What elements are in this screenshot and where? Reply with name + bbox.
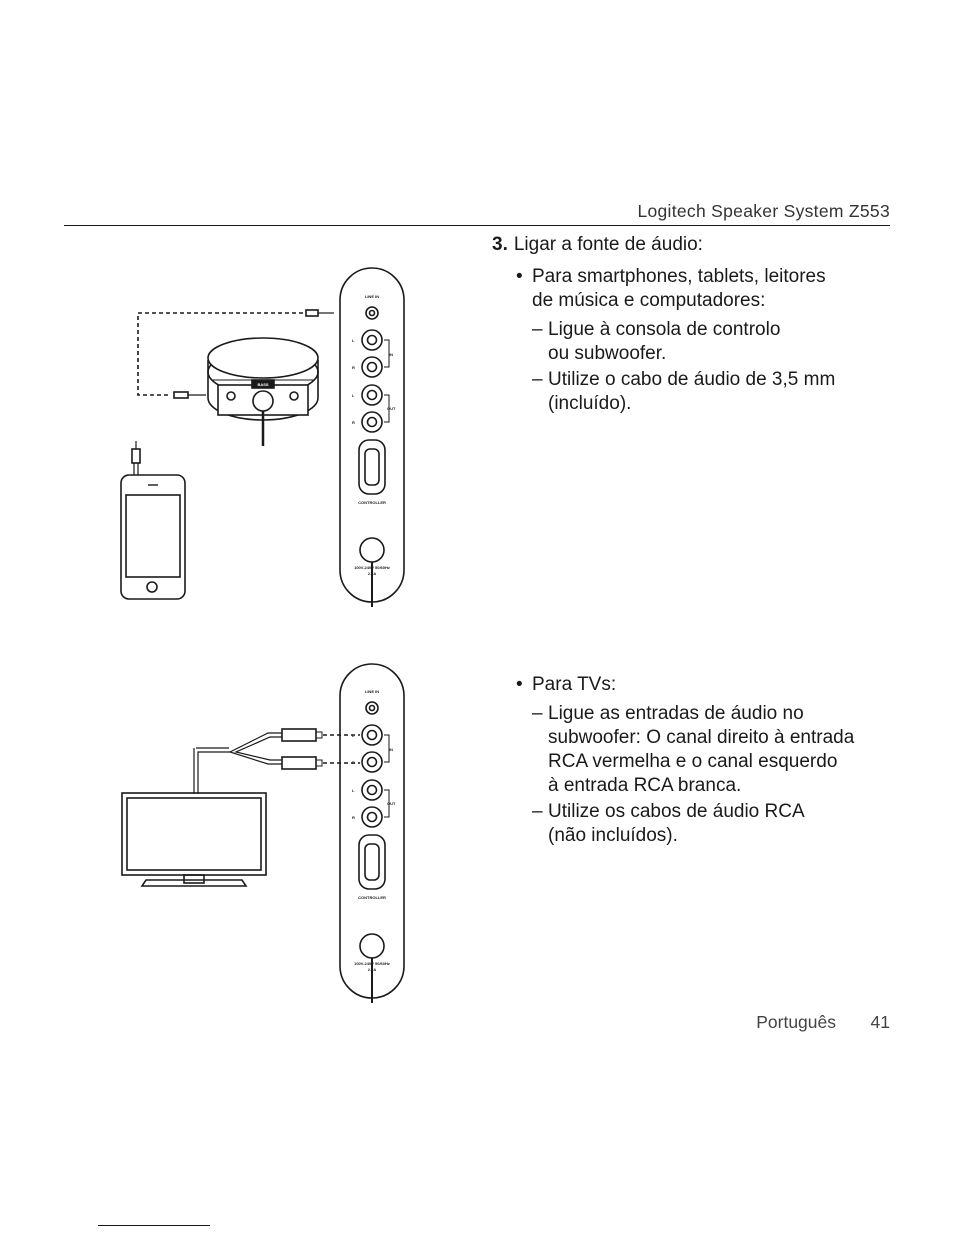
footer-language: Português <box>756 1012 836 1032</box>
label-line-in: LINE IN <box>364 689 380 694</box>
footer-page-number: 41 <box>870 1012 890 1032</box>
label-power: 100V-240V 50/60Hz <box>354 565 390 570</box>
dash-connect-inputs-line3: RCA vermelha e o canal esquerdo <box>548 751 838 772</box>
label-r: R <box>352 420 355 425</box>
dash-connect-inputs-line4: à entrada RCA branca. <box>548 775 742 796</box>
television <box>122 793 266 886</box>
dash-mark: – <box>532 319 543 340</box>
label-l: L <box>352 393 355 398</box>
label-r: R <box>352 365 355 370</box>
label-l: L <box>352 338 355 343</box>
dash-mark: – <box>532 801 543 822</box>
rca-in-r <box>362 752 382 772</box>
bullet-mark: • <box>516 266 523 287</box>
dash-connect-inputs-line1: Ligue as entradas de áudio no <box>548 703 804 724</box>
control-panel-2 <box>340 664 404 1003</box>
label-r: R <box>352 815 355 820</box>
label-l: L <box>352 788 355 793</box>
dash-connect-console-line1: Ligue à consola de controlo <box>548 319 781 340</box>
label-in: IN <box>389 352 393 357</box>
label-out: OUT <box>387 406 396 411</box>
running-header: Logitech Speaker System Z553 <box>637 201 890 221</box>
label-out: OUT <box>387 801 396 806</box>
label-controller: CONTROLLER <box>358 500 386 505</box>
bullet-devices-line2: de música e computadores: <box>532 290 766 311</box>
dash-mark: – <box>532 703 543 724</box>
dash-use-rca-line1: Utilize os cabos de áudio RCA <box>548 801 805 822</box>
label-controller: CONTROLLER <box>358 895 386 900</box>
label-l: L <box>352 733 355 738</box>
label-line-in: LINE IN <box>364 294 380 299</box>
dash-use-cable-line2: (incluído). <box>548 393 632 414</box>
dash-mark: – <box>532 369 543 390</box>
step-title: Ligar a fonte de áudio: <box>513 234 703 255</box>
dash-use-cable-line1: Utilize o cabo de áudio de 3,5 mm <box>548 369 836 390</box>
label-power-amps: 2.0A <box>367 571 377 576</box>
label-bass: BASS <box>257 382 269 387</box>
dash-connect-inputs-line2: subwoofer: O canal direito à entrada <box>548 727 855 748</box>
rca-out-l <box>362 780 382 800</box>
rca-cables <box>194 729 360 794</box>
dash-connect-console-line2: ou subwoofer. <box>548 343 667 364</box>
bottom-rule <box>98 1225 210 1226</box>
label-power: 100V-240V 50/60Hz <box>354 961 390 966</box>
bullet-tvs-text: Para TVs: <box>532 674 617 695</box>
bullet-mark: • <box>516 674 523 695</box>
label-in: IN <box>389 747 393 752</box>
dash-use-rca-line2: (não incluídos). <box>548 825 678 846</box>
rca-plug-right <box>282 757 316 769</box>
rca-plug-left <box>282 729 316 741</box>
controller-port <box>359 835 385 889</box>
power-cord-entry <box>360 934 384 958</box>
step-number: 3. <box>492 234 508 255</box>
bullet-devices-line1: Para smartphones, tablets, leitores <box>532 266 826 287</box>
line-in-jack <box>366 702 378 714</box>
label-power-amps: 2.0A <box>367 967 377 972</box>
rca-out-r <box>362 807 382 827</box>
rca-in-l <box>362 725 382 745</box>
label-r: R <box>352 760 355 765</box>
